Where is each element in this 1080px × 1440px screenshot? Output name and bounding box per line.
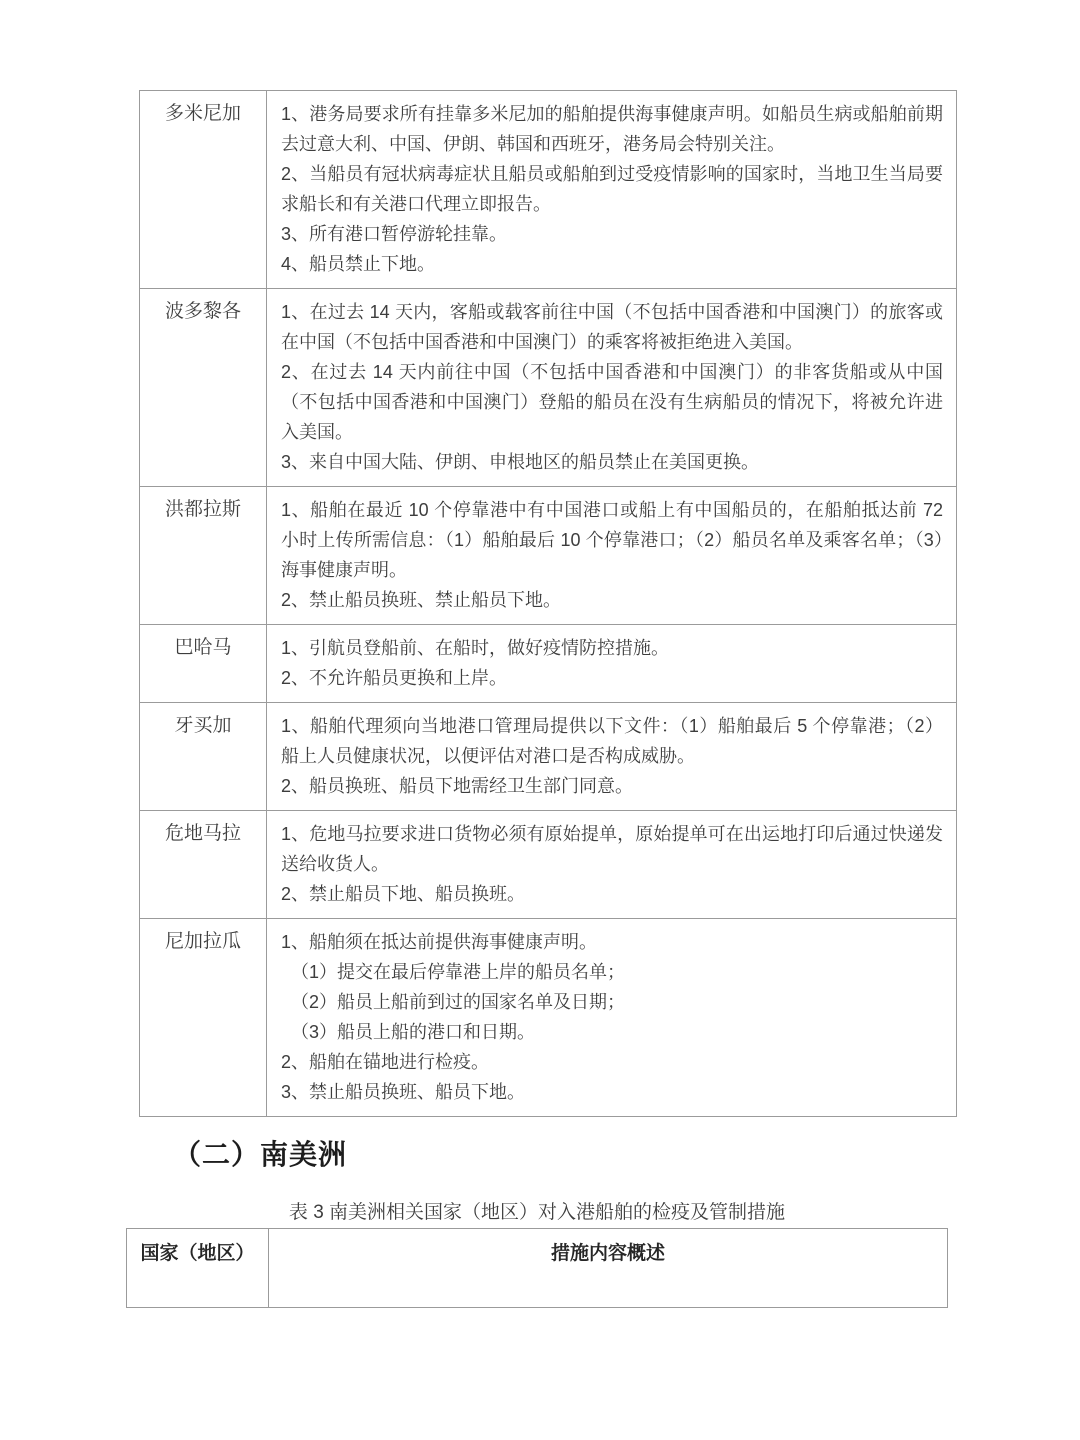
country-cell: 尼加拉瓜 (140, 919, 267, 1117)
table-row (140, 625, 957, 703)
section-heading: （二）南美洲 (173, 1139, 348, 1170)
header-measures-cell: 措施内容概述 (269, 1229, 948, 1308)
table-row (140, 487, 957, 625)
country-cell: 牙买加 (140, 703, 267, 811)
measures-table-body (140, 91, 957, 1117)
measure-item: 1、在过去 14 天内，客船或载客前往中国（不包括中国香港和中国澳门）的旅客或在中国（不包括中国香港和中国澳门）的乘客将被拒绝进入美国。 (281, 302, 943, 352)
country-cell: 洪都拉斯 (140, 487, 267, 625)
measure-item: （1）提交在最后停靠港上岸的船员名单； (291, 962, 626, 982)
header-country-cell: 国家（地区） (127, 1229, 269, 1308)
country-cell: 波多黎各 (140, 289, 267, 487)
measure-item: 2、禁止船员换班、禁止船员下地。 (281, 590, 562, 610)
measure-item: （3）船员上船的港口和日期。 (291, 1022, 536, 1042)
measure-item: 4、船员禁止下地。 (281, 254, 436, 274)
table-header-row (127, 1229, 948, 1308)
measure-item: 1、船舶在最近 10 个停靠港中有中国港口或船上有中国船员的，在船舶抵达前 72 小时上传所需信息：（1）船舶最后 10 个停靠港口；（2）船员名单及乘客名单；（3）海事健康声明。 (281, 500, 943, 580)
measure-item: 1、危地马拉要求进口货物必须有原始提单，原始提单可在出运地打印后通过快递发送给收货人。 (281, 824, 943, 874)
measures-cell (267, 703, 957, 811)
measures-table (139, 90, 957, 1117)
measures-cell (267, 625, 957, 703)
measures-cell (267, 487, 957, 625)
table-row (140, 91, 957, 289)
table-row (140, 703, 957, 811)
measures-cell (267, 919, 957, 1117)
measure-item: 2、在过去 14 天内前往中国（不包括中国香港和中国澳门）的非客货船或从中国（不包括中国香港和中国澳门）登船的船员在没有生病船员的情况下，将被允许进入美国。 (281, 362, 943, 442)
measure-item: 1、引航员登船前、在船时，做好疫情防控措施。 (281, 638, 670, 658)
measure-item: 2、船员换班、船员下地需经卫生部门同意。 (281, 776, 634, 796)
measure-item: 3、来自中国大陆、伊朗、申根地区的船员禁止在美国更换。 (281, 452, 760, 472)
measure-item: 2、禁止船员下地、船员换班。 (281, 884, 526, 904)
measure-item: 2、当船员有冠状病毒症状且船员或船舶到过受疫情影响的国家时，当地卫生当局要求船长和有关港口代理立即报告。 (281, 164, 943, 214)
measure-item: 2、船舶在锚地进行检疫。 (281, 1052, 490, 1072)
measure-item: （2）船员上船前到过的国家名单及日期； (291, 992, 626, 1012)
table-row (140, 289, 957, 487)
table-row (140, 919, 957, 1117)
south-america-table (126, 1228, 948, 1308)
country-cell: 危地马拉 (140, 811, 267, 919)
country-cell: 巴哈马 (140, 625, 267, 703)
measures-cell (267, 811, 957, 919)
measure-item: 1、船舶须在抵达前提供海事健康声明。 (281, 932, 598, 952)
measure-item: 1、港务局要求所有挂靠多米尼加的船舶提供海事健康声明。如船员生病或船舶前期去过意大利、中国、伊朗、韩国和西班牙，港务局会特别关注。 (281, 104, 943, 154)
measures-cell (267, 289, 957, 487)
measures-cell (267, 91, 957, 289)
table-row (140, 811, 957, 919)
measure-item: 3、所有港口暂停游轮挂靠。 (281, 224, 508, 244)
measure-item: 3、禁止船员换班、船员下地。 (281, 1082, 526, 1102)
table-caption: 表 3 南美洲相关国家（地区）对入港船舶的检疫及管制措施 (288, 1202, 786, 1223)
measure-item: 1、船舶代理须向当地港口管理局提供以下文件：（1）船舶最后 5 个停靠港；（2）船上人员健康状况，以便评估对港口是否构成威胁。 (281, 716, 943, 766)
country-cell: 多米尼加 (140, 91, 267, 289)
measure-item: 2、不允许船员更换和上岸。 (281, 668, 508, 688)
